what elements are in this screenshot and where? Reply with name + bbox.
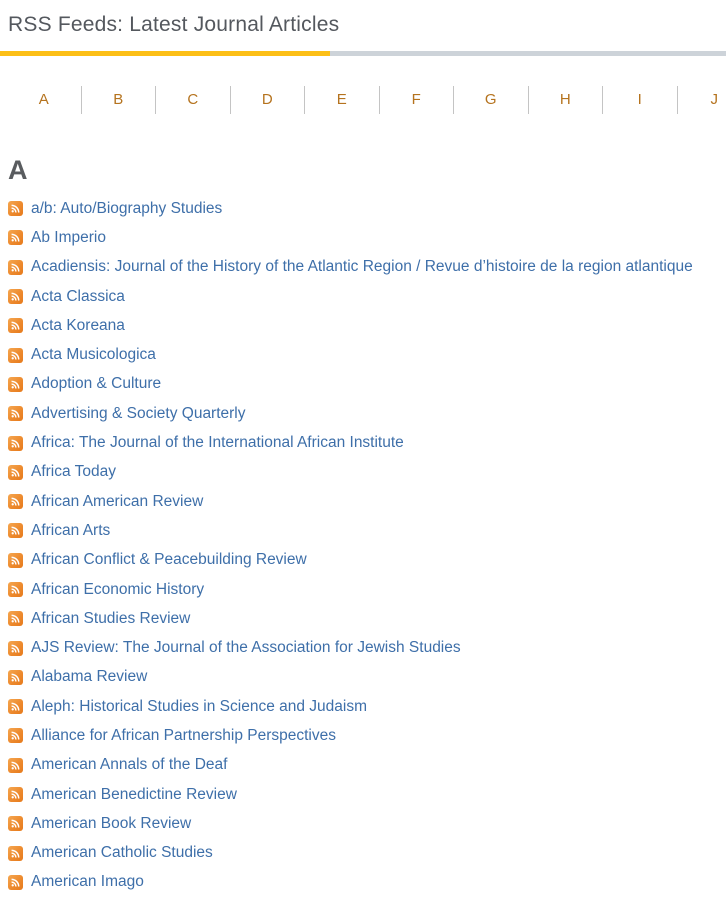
journal-list-item: [8, 868, 726, 897]
rss-icon[interactable]: [8, 553, 23, 568]
rss-icon[interactable]: [8, 494, 23, 509]
rss-icon[interactable]: [8, 348, 23, 363]
journal-list-item: [8, 311, 726, 340]
alphabet-letter-b[interactable]: B: [82, 86, 156, 114]
journal-list-item: [8, 428, 726, 457]
underline-gray-segment: [330, 51, 726, 56]
rss-icon[interactable]: [8, 289, 23, 304]
section-heading-a: A: [8, 156, 726, 184]
rss-icon[interactable]: [8, 582, 23, 597]
journal-list-item: [8, 780, 726, 809]
journal-list-item: [8, 633, 726, 662]
journal-link[interactable]: Acta Musicologica: [31, 345, 156, 365]
journal-list: [8, 194, 726, 897]
rss-icon[interactable]: [8, 699, 23, 714]
journal-list-item: [8, 340, 726, 369]
alphabet-letter-i[interactable]: I: [603, 86, 677, 114]
rss-icon[interactable]: [8, 230, 23, 245]
journal-list-item: [8, 282, 726, 311]
journal-link[interactable]: American Imago: [31, 872, 144, 892]
journal-list-item: [8, 721, 726, 750]
journal-list-item: [8, 751, 726, 780]
journal-link[interactable]: African Economic History: [31, 580, 204, 600]
alphabet-letter-a[interactable]: A: [7, 86, 81, 114]
page-title: RSS Feeds: Latest Journal Articles: [8, 12, 718, 38]
rss-icon[interactable]: [8, 758, 23, 773]
alphabet-nav: [0, 86, 726, 114]
alphabet-letter-g[interactable]: G: [454, 86, 528, 114]
journal-list-item: [8, 575, 726, 604]
journal-link[interactable]: Adoption & Culture: [31, 374, 161, 394]
journal-list-item: [8, 692, 726, 721]
underline-gold-segment: [0, 51, 330, 56]
rss-icon[interactable]: [8, 406, 23, 421]
alphabet-letter-e[interactable]: E: [305, 86, 379, 114]
rss-icon[interactable]: [8, 436, 23, 451]
journal-list-item: [8, 487, 726, 516]
journal-link[interactable]: African American Review: [31, 492, 203, 512]
journal-list-item: [8, 458, 726, 487]
journal-list-item: [8, 604, 726, 633]
journal-link[interactable]: Acta Koreana: [31, 316, 125, 336]
journal-link[interactable]: American Benedictine Review: [31, 785, 237, 805]
rss-icon[interactable]: [8, 787, 23, 802]
journal-link[interactable]: American Annals of the Deaf: [31, 755, 227, 775]
journal-link[interactable]: Aleph: Historical Studies in Science and Judaism: [31, 697, 367, 717]
journal-link[interactable]: AJS Review: The Journal of the Association for Jewish Studies: [31, 638, 461, 658]
rss-icon[interactable]: [8, 846, 23, 861]
alphabet-letter-c[interactable]: C: [156, 86, 230, 114]
journal-link[interactable]: African Studies Review: [31, 609, 190, 629]
title-underline-rule: [0, 51, 726, 56]
journal-list-item: [8, 516, 726, 545]
journal-link[interactable]: a/b: Auto/Biography Studies: [31, 199, 222, 219]
journal-list-item: [8, 809, 726, 838]
journal-list-item: [8, 663, 726, 692]
rss-icon[interactable]: [8, 875, 23, 890]
journal-list-item: [8, 253, 726, 282]
rss-icon[interactable]: [8, 728, 23, 743]
journal-link[interactable]: Advertising & Society Quarterly: [31, 404, 246, 424]
alphabet-letter-f[interactable]: F: [380, 86, 454, 114]
journal-link[interactable]: Acadiensis: Journal of the History of the Atlantic Region / Revue d’histoire de la region atlantique: [31, 257, 693, 277]
journal-list-item: [8, 399, 726, 428]
journal-link[interactable]: Alliance for African Partnership Perspectives: [31, 726, 336, 746]
journal-link[interactable]: African Conflict & Peacebuilding Review: [31, 550, 307, 570]
rss-icon[interactable]: [8, 641, 23, 656]
journal-link[interactable]: Ab Imperio: [31, 228, 106, 248]
rss-icon[interactable]: [8, 260, 23, 275]
rss-icon[interactable]: [8, 816, 23, 831]
journal-list-item: [8, 546, 726, 575]
alphabet-letter-j[interactable]: J: [678, 86, 726, 114]
journal-link[interactable]: Acta Classica: [31, 287, 125, 307]
rss-icon[interactable]: [8, 465, 23, 480]
journal-link[interactable]: Africa Today: [31, 462, 116, 482]
journal-list-item: [8, 194, 726, 223]
journal-link[interactable]: Alabama Review: [31, 667, 147, 687]
rss-icon[interactable]: [8, 377, 23, 392]
journal-list-item: [8, 370, 726, 399]
journal-link[interactable]: American Book Review: [31, 814, 191, 834]
journal-list-item: [8, 223, 726, 252]
rss-icon[interactable]: [8, 201, 23, 216]
journal-list-item: [8, 839, 726, 868]
rss-icon[interactable]: [8, 318, 23, 333]
journal-link[interactable]: Africa: The Journal of the International African Institute: [31, 433, 404, 453]
alphabet-letter-h[interactable]: H: [529, 86, 603, 114]
rss-icon[interactable]: [8, 611, 23, 626]
rss-icon[interactable]: [8, 523, 23, 538]
rss-icon[interactable]: [8, 670, 23, 685]
alphabet-letter-d[interactable]: D: [231, 86, 305, 114]
journal-link[interactable]: African Arts: [31, 521, 110, 541]
journal-link[interactable]: American Catholic Studies: [31, 843, 213, 863]
